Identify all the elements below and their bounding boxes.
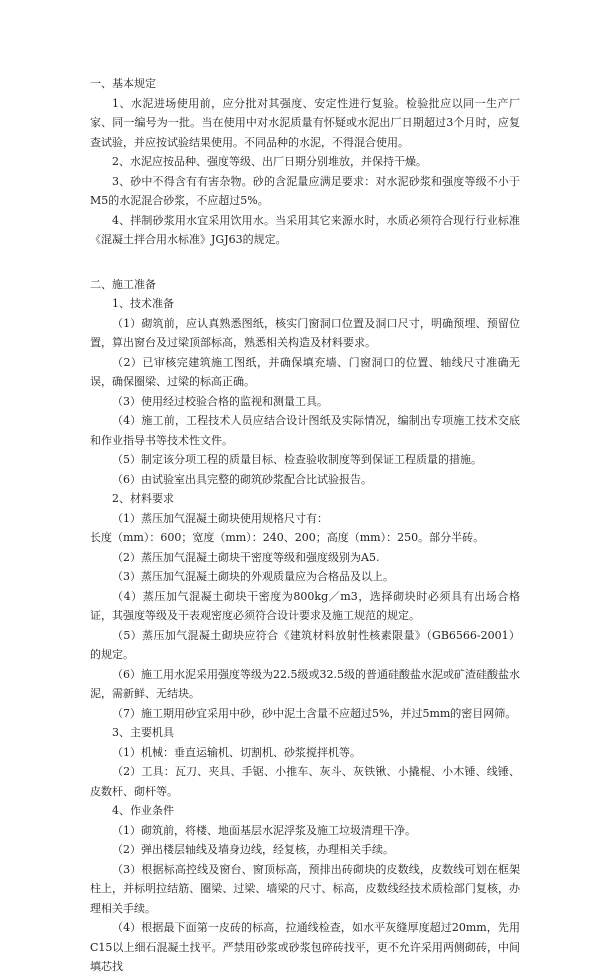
paragraph: （1）蒸压加气混凝土砌块使用规格尺寸有：: [112, 511, 328, 525]
paragraph: 4、拌制砂浆用水宜采用饮用水。当采用其它来源水时，水质必须符合现行行业标准《混凝土拌合用水标准》JGJ63的规定。: [90, 213, 520, 246]
paragraph: 2、水泥应按品种、强度等级、出厂日期分别堆放，并保持干燥。: [112, 155, 427, 168]
section-heading-construction-prep: 二、施工准备: [90, 277, 156, 291]
paragraph: （4）蒸压加气混凝土砌块干密度为800kg／m3，选择砌块时必须具有出场合格证，其强度等级及干表观密度必须符合设计要求及施工规范的规定。: [90, 589, 520, 622]
paragraph: （3）使用经过校验合格的监视和测量工具。: [112, 394, 328, 408]
paragraph: （5）制定该分项工程的质量目标、检查验收制度等到保证工程质量的措施。: [112, 453, 482, 466]
paragraph: 3、砂中不得含有有害杂物。砂的含泥量应满足要求：对水泥砂浆和强度等级不小于M5的水泥混合砂浆，不应超过5%。: [90, 174, 520, 207]
section-heading-basic-rules: 一、基本规定: [90, 77, 156, 90]
paragraph: （6）由试验室出具完整的砌筑砂浆配合比试验报告。: [112, 472, 372, 486]
paragraph: （4）施工前，工程技术人员应结合设计图纸及实际情况，编制出专项施工技术交底和作业指导书等技术性文件。: [90, 414, 520, 447]
paragraph: （5）蒸压加气混凝土砌块应符合《建筑材料放射性核素限量》（GB6566-2001）的规定。: [90, 628, 520, 661]
section-gap: [90, 250, 520, 275]
paragraph: （2）已审核完建筑施工图纸，并确保填充墙、门窗洞口的位置、轴线尺寸准确无误，确保圈梁、过梁的标高正确。: [90, 355, 520, 388]
subsection-heading-technical-prep: 1、技术准备: [112, 297, 174, 310]
paragraph: （1）机械：垂直运输机、切割机、砂浆搅拌机等。: [112, 745, 361, 759]
subsection-heading-material-requirements: 2、材料要求: [112, 492, 174, 505]
paragraph: （2）弹出楼层轴线及墙身边线，经复核，办理相关手续。: [112, 843, 394, 856]
subsection-heading-main-tools: 3、主要机具: [112, 726, 174, 739]
paragraph: （3）根据标高控线及窗台、窗顶标高，预排出砖砌块的皮数线，皮数线可划在框架柱上，并标明拉结筋、圈梁、过梁、墙梁的尺寸、标高，皮数线经技术质检部门复核，办理相关手续。: [90, 862, 520, 915]
paragraph: （1）砌筑前，应认真熟悉图纸，核实门窗洞口位置及洞口尺寸，明确预埋、预留位置，算出窗台及过梁顶部标高，熟悉相关构造及材料要求。: [90, 316, 520, 349]
paragraph: （3）蒸压加气混凝土砌块的外观质量应为合格品及以上。: [112, 570, 394, 583]
document-body: [90, 74, 520, 977]
paragraph: （2）工具：瓦刀、夹具、手锯、小推车、灰斗、灰铁锹、小撬棍、小木锤、线锤、皮数杆、砌杆等。: [90, 765, 520, 798]
paragraph: （6）施工用水泥采用强度等级为22.5级或32.5级的普通硅酸盐水泥或矿渣硅酸盐水泥，需新鲜、无结块。: [90, 667, 520, 700]
paragraph: 1、水泥进场使用前，应分批对其强度、安定性进行复验。检验批应以同一生产厂家、同一编号为一批。当在使用中对水泥质量有怀疑或水泥出厂日期超过3个月时，应复查试验，并应按试验结果使用。不同品种的水泥，不得混合使用。: [90, 96, 520, 149]
paragraph: （1）砌筑前，将楼、地面基层水泥浮浆及施工垃圾清理干净。: [112, 823, 416, 837]
paragraph: （7）施工期用砂宜采用中砂，砂中泥土含量不应超过5%，并过5mm的密目网筛。: [112, 706, 517, 720]
paragraph: （2）蒸压加气混凝土砌块干密度等级和强度级别为A5.: [112, 550, 380, 564]
paragraph: （4）根据最下面第一皮砖的标高，拉通线检查，如水平灰缝厚度超过20mm，先用C15以上细石混凝土找平。严禁用砂浆或砂浆包碎砖找平，更不允许采用两侧砌砖，中间填芯找: [90, 921, 520, 973]
block-size-line: 长度（mm）：600；宽度（mm）：240、200；高度（mm）：250。部分半砖。: [90, 531, 485, 544]
subsection-heading-work-conditions: 4、作业条件: [112, 804, 174, 817]
